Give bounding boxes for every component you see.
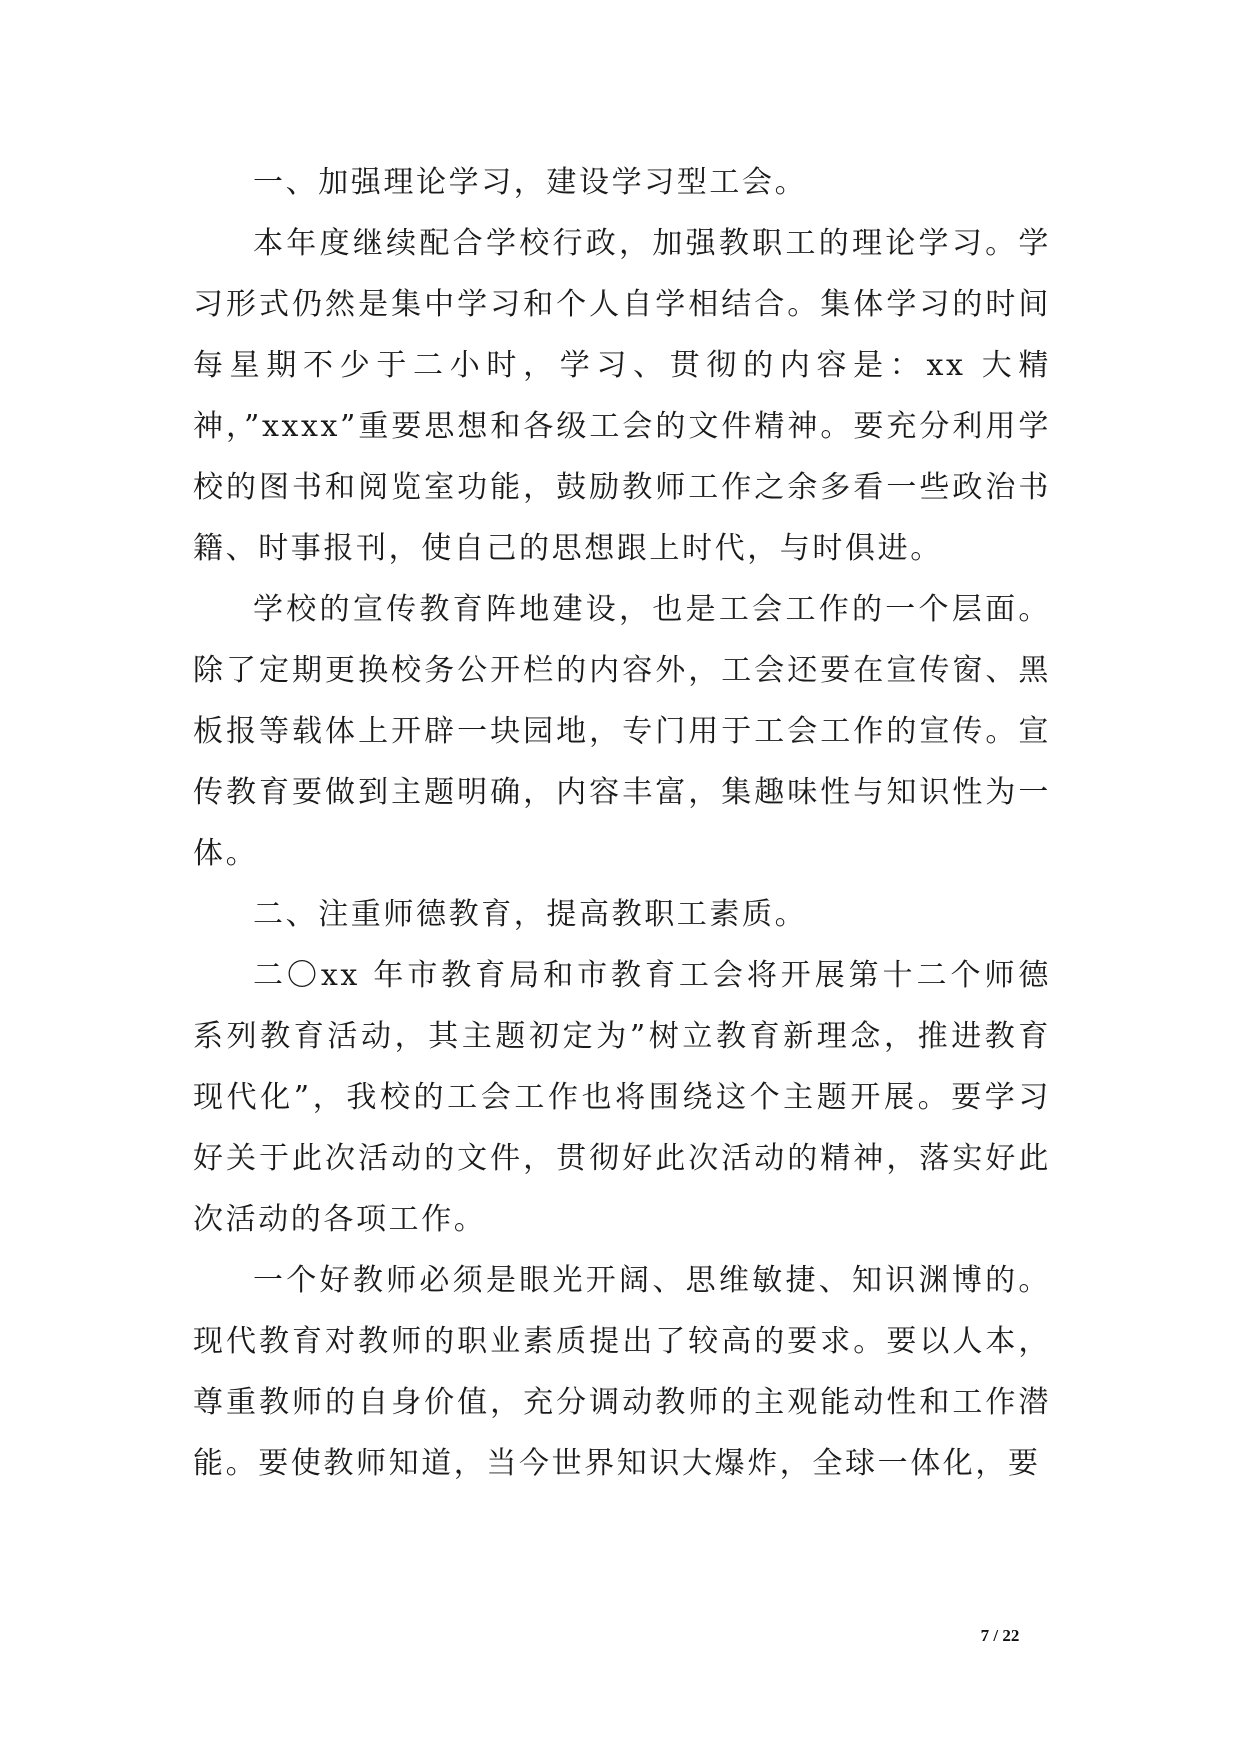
- section-heading-2: 二、注重师德教育，提高教职工素质。: [253, 897, 808, 932]
- document-body: [193, 152, 1051, 1494]
- paragraph-theory-study: 本年度继续配合学校行政，加强教职工的理论学习。学习形式仍然是集中学习和个人自学相结合。集体学习的时间每星期不少于二小时，学习、贯彻的内容是：xx 大精神，”xxxx”重要思想和各级工会的文件精神。要充分利用学校的图书和阅览室功能，鼓励教师工作之余多看一些政治书籍、时事报刊，使自己的思想跟上时代，与时俱进。: [193, 226, 1051, 566]
- paragraph-good-teacher: 一个好教师必须是眼光开阔、思维敏捷、知识渊博的。现代教育对教师的职业素质提出了较高的要求。要以人本，尊重教师的自身价值，充分调动教师的主观能动性和工作潜能。要使教师知道，当今世界知识大爆炸，全球一体化，要: [193, 1263, 1051, 1481]
- paragraph-ethics-activity: 二〇xx 年市教育局和市教育工会将开展第十二个师德系列教育活动，其主题初定为”树立教育新理念，推进教育现代化”，我校的工会工作也将围绕这个主题开展。要学习好关于此次活动的文件，贯彻好此次活动的精神，落实好此次活动的各项工作。: [193, 958, 1051, 1237]
- paragraph-publicity-education: 学校的宣传教育阵地建设，也是工会工作的一个层面。除了定期更换校务公开栏的内容外，工会还要在宣传窗、黑板报等载体上开辟一块园地，专门用于工会工作的宣传。宣传教育要做到主题明确，内容丰富，集趣味性与知识性为一体。: [193, 592, 1051, 871]
- section-heading-1: 一、加强理论学习，建设学习型工会。: [253, 165, 808, 200]
- page-number: 7 / 22: [980, 1626, 1020, 1645]
